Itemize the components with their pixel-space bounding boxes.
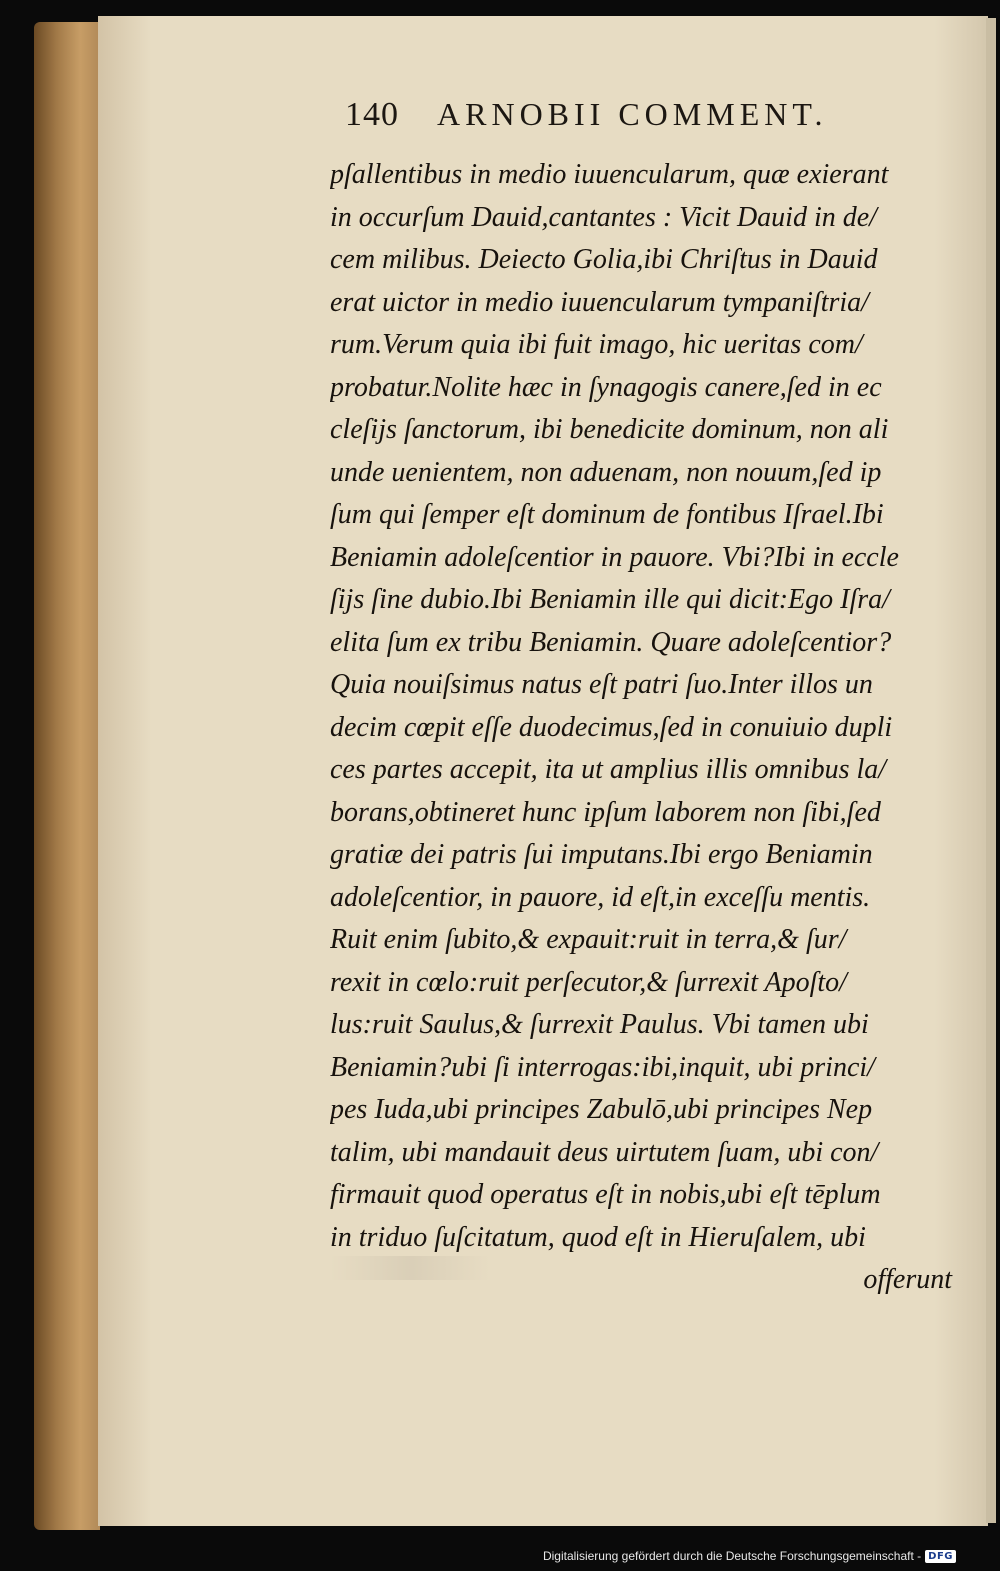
credit-text: Digitalisierung gefördert durch die Deutsche Forschungsgemeinschaft - — [542, 1549, 922, 1563]
text-line: decim cœpit eſſe duodecimus,ſed in conuiuio dupli — [330, 711, 893, 743]
text-line: in triduo ſuſcitatum, quod eſt in Hieruſalem, ubi — [330, 1221, 866, 1253]
catchword: offerunt — [863, 1264, 952, 1295]
text-line: cleſijs ſanctorum, ibi benedicite dominum, non ali — [330, 414, 889, 445]
text-line: unde uenientem, non aduenam, non nouum,ſed ip — [330, 456, 882, 488]
text-line: erat uictor in medio iuuencularum tympaniſtria/ — [330, 286, 869, 318]
running-head — [345, 96, 905, 146]
text-line: talim, ubi mandauit deus uirtutem ſuam, ubi con/ — [330, 1136, 879, 1168]
book-fore-edge — [34, 22, 100, 1530]
text-line: gratiæ dei patris ſui imputans.Ibi ergo Beniamin — [330, 839, 873, 870]
text-line: firmauit quod operatus eſt in nobis,ubi eſt tēplum — [330, 1179, 881, 1210]
text-line: Beniamin?ubi ſi interrogas:ibi,inquit, ubi princi/ — [330, 1051, 875, 1083]
page-gutter — [986, 18, 996, 1523]
page-number: 140 — [345, 96, 399, 133]
running-title: ARNOBII COMMENT. — [437, 96, 828, 132]
text-line: pes Iuda,ubi principes Zabulō,ubi principes Nep — [330, 1094, 873, 1125]
text-line: cem milibus. Deiecto Golia,ibi Chriſtus in Dauid — [330, 244, 878, 275]
text-line: lus:ruit Saulus,& ſurrexit Paulus. Vbi tamen ubi — [330, 1009, 869, 1040]
text-line: pſallentibus in medio iuuencularum, quæ exierant — [330, 159, 889, 190]
text-line: ſum qui ſemper eſt dominum de fontibus Iſrael.Ibi — [330, 499, 884, 530]
dfg-logo: DFG — [925, 1550, 956, 1563]
digitization-credit — [543, 1545, 956, 1567]
text-line: rum.Verum quia ibi fuit imago, hic ueritas com/ — [330, 329, 863, 360]
text-line: Quia nouiſsimus natus eſt patri ſuo.Inter illos un — [330, 669, 873, 700]
text-block — [330, 154, 960, 1302]
text-line: ces partes accepit, ita ut amplius illis omnibus la/ — [330, 754, 887, 785]
text-line: in occurſum Dauid,cantantes : Vicit Dauid in de/ — [330, 201, 877, 233]
text-line: Beniamin adoleſcentior in pauore. Vbi?Ibi in eccle — [330, 541, 899, 573]
text-line: borans,obtineret hunc ipſum laborem non ſibi,ſed — [330, 796, 881, 828]
text-line: probatur.Nolite hæc in ſynagogis canere,ſed in ec — [330, 371, 882, 403]
text-line: elita ſum ex tribu Beniamin. Quare adoleſcentior? — [330, 626, 892, 658]
text-line: ſijs ſine dubio.Ibi Beniamin ille qui dicit:Ego Iſra/ — [330, 584, 890, 615]
text-line: rexit in cœlo:ruit perſecutor,& ſurrexit Apoſto/ — [330, 966, 847, 998]
text-line: adoleſcentior, in pauore, id eſt,in exceſſu mentis. — [330, 881, 871, 913]
text-line: Ruit enim ſubito,& expauit:ruit in terra,& ſur/ — [330, 924, 847, 955]
